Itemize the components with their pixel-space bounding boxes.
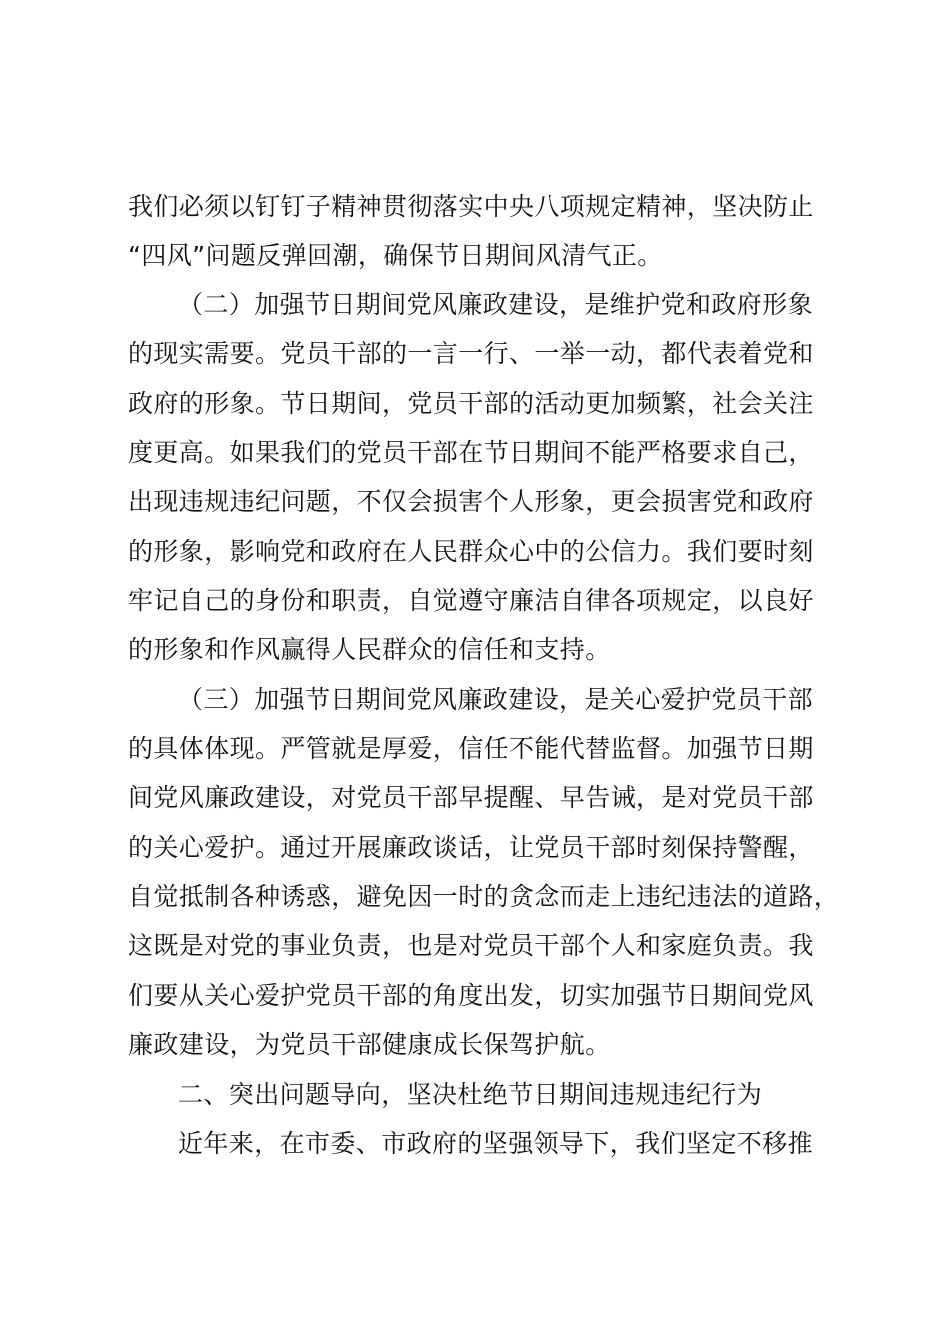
paragraph-start: 近年来，在市委、市政府的坚强领导下，我们坚定不移推 <box>178 1129 814 1158</box>
text-line: 政府的形象。节日期间，党员干部的活动更加频繁，社会关注 <box>128 389 814 418</box>
text-line: “四风”问题反弹回潮，确保节日期间风清气正。 <box>128 241 663 270</box>
text-line: 出现违规违纪问题，不仅会损害个人形象，更会损害党和政府 <box>128 487 814 516</box>
text-line: 们要从关心爱护党员干部的角度出发，切实加强节日期间党风 <box>128 981 814 1010</box>
text-line: 的形象，影响党和政府在人民群众心中的公信力。我们要时刻 <box>128 537 814 566</box>
paragraph-start: （三）加强节日期间党风廉政建设，是关心爱护党员干部 <box>178 685 814 714</box>
text-line: 自觉抵制各种诱惑，避免因一时的贪念而走上违纪违法的道路， <box>128 882 840 911</box>
text-line: 的具体体现。严管就是厚爱，信任不能代替监督。加强节日期 <box>128 734 814 763</box>
paragraph-start: （二）加强节日期间党风廉政建设，是维护党和政府形象 <box>178 290 814 319</box>
text-line: 的形象和作风赢得人民群众的信任和支持。 <box>128 635 611 664</box>
text-line: 我们必须以钉钉子精神贯彻落实中央八项规定精神，坚决防止 <box>128 192 814 221</box>
text-line: 度更高。如果我们的党员干部在节日期间不能严格要求自己， <box>128 438 814 467</box>
section-heading: 二、突出问题导向，坚决杜绝节日期间违规违纪行为 <box>178 1080 763 1109</box>
text-line: 廉政建设，为党员干部健康成长保驾护航。 <box>128 1030 611 1059</box>
text-line: 这既是对党的事业负责，也是对党员干部个人和家庭负责。我 <box>128 931 814 960</box>
text-line: 间党风廉政建设，对党员干部早提醒、早告诫，是对党员干部 <box>128 783 814 812</box>
text-line: 牢记自己的身份和职责，自觉遵守廉洁自律各项规定，以良好 <box>128 586 814 615</box>
text-line: 的关心爱护。通过开展廉政谈话，让党员干部时刻保持警醒， <box>128 833 814 862</box>
text-line: 的现实需要。党员干部的一言一行、一举一动，都代表着党和 <box>128 339 814 368</box>
